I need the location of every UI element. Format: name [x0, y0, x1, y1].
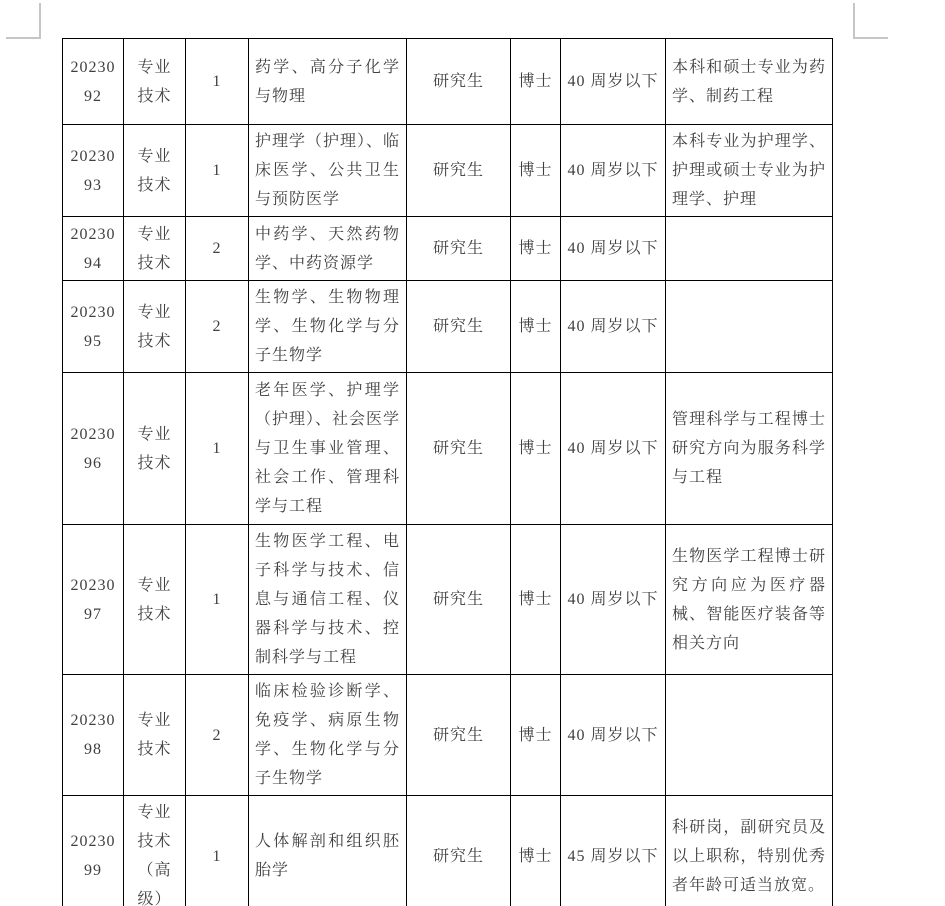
cell-education-level: 研究生	[407, 675, 511, 796]
cell-degree-required: 博士	[511, 675, 561, 796]
cell-headcount: 2	[186, 675, 249, 796]
cell-remark	[666, 217, 833, 281]
cell-majors-required: 护理学（护理）、临床医学、公共卫生与预防医学	[249, 125, 407, 217]
cell-position-type: 专业技术	[124, 125, 186, 217]
recruitment-table-body	[63, 39, 833, 906]
recruitment-positions-table	[62, 38, 833, 906]
cell-remark: 生物医学工程博士研究方向应为医疗器械、智能医疗装备等相关方向	[666, 525, 833, 675]
cell-degree-required: 博士	[511, 373, 561, 525]
cell-majors-required: 中药学、天然药物学、中药资源学	[249, 217, 407, 281]
cell-degree-required: 博士	[511, 525, 561, 675]
cell-position-code: 2023092	[63, 39, 124, 125]
cell-age-limit: 40 周岁以下	[561, 217, 666, 281]
cell-position-code: 2023097	[63, 525, 124, 675]
table-row	[63, 373, 833, 525]
cell-position-type: 专业技术	[124, 281, 186, 373]
cell-headcount: 2	[186, 217, 249, 281]
cell-remark: 管理科学与工程博士研究方向为服务科学与工程	[666, 373, 833, 525]
cell-position-code: 2023093	[63, 125, 124, 217]
cell-degree-required: 博士	[511, 796, 561, 906]
table-row	[63, 796, 833, 906]
cell-majors-required: 老年医学、护理学（护理）、社会医学与卫生事业管理、社会工作、管理科学与工程	[249, 373, 407, 525]
cell-age-limit: 40 周岁以下	[561, 281, 666, 373]
cell-degree-required: 博士	[511, 39, 561, 125]
cell-degree-required: 博士	[511, 281, 561, 373]
cell-majors-required: 人体解剖和组织胚胎学	[249, 796, 407, 906]
cell-majors-required: 生物学、生物物理学、生物化学与分子生物学	[249, 281, 407, 373]
table-row	[63, 675, 833, 796]
cell-position-code: 2023094	[63, 217, 124, 281]
cell-education-level: 研究生	[407, 373, 511, 525]
cell-education-level: 研究生	[407, 125, 511, 217]
cell-position-code: 2023098	[63, 675, 124, 796]
cell-education-level: 研究生	[407, 39, 511, 125]
cell-position-type: 专业技术	[124, 217, 186, 281]
cell-age-limit: 40 周岁以下	[561, 125, 666, 217]
page-margin-mark-top-right	[853, 3, 888, 39]
cell-position-code: 2023099	[63, 796, 124, 906]
cell-education-level: 研究生	[407, 796, 511, 906]
cell-position-type: 专业技术	[124, 525, 186, 675]
cell-degree-required: 博士	[511, 217, 561, 281]
cell-position-type: 专业技术	[124, 675, 186, 796]
table-row	[63, 217, 833, 281]
page-margin-mark-top-left	[6, 3, 41, 39]
cell-age-limit: 40 周岁以下	[561, 525, 666, 675]
cell-remark: 本科专业为护理学、护理或硕士专业为护理学、护理	[666, 125, 833, 217]
table-row	[63, 281, 833, 373]
cell-education-level: 研究生	[407, 281, 511, 373]
cell-degree-required: 博士	[511, 125, 561, 217]
cell-position-type: 专业技术	[124, 39, 186, 125]
table-row	[63, 39, 833, 125]
cell-headcount: 2	[186, 281, 249, 373]
cell-education-level: 研究生	[407, 525, 511, 675]
cell-remark	[666, 675, 833, 796]
cell-majors-required: 生物医学工程、电子科学与技术、信息与通信工程、仪器科学与技术、控制科学与工程	[249, 525, 407, 675]
cell-position-type: 专业技术	[124, 373, 186, 525]
cell-headcount: 1	[186, 796, 249, 906]
cell-position-code: 2023095	[63, 281, 124, 373]
cell-remark: 本科和硕士专业为药学、制药工程	[666, 39, 833, 125]
cell-age-limit: 40 周岁以下	[561, 39, 666, 125]
cell-age-limit: 40 周岁以下	[561, 675, 666, 796]
cell-headcount: 1	[186, 525, 249, 675]
cell-majors-required: 临床检验诊断学、免疫学、病原生物学、生物化学与分子生物学	[249, 675, 407, 796]
cell-position-code: 2023096	[63, 373, 124, 525]
cell-headcount: 1	[186, 125, 249, 217]
cell-age-limit: 45 周岁以下	[561, 796, 666, 906]
cell-age-limit: 40 周岁以下	[561, 373, 666, 525]
cell-position-type: 专业技术（高级）	[124, 796, 186, 906]
cell-education-level: 研究生	[407, 217, 511, 281]
table-row	[63, 525, 833, 675]
cell-remark: 科研岗，副研究员及以上职称，特别优秀者年龄可适当放宽。	[666, 796, 833, 906]
cell-remark	[666, 281, 833, 373]
table-row	[63, 125, 833, 217]
cell-headcount: 1	[186, 373, 249, 525]
cell-headcount: 1	[186, 39, 249, 125]
cell-majors-required: 药学、高分子化学与物理	[249, 39, 407, 125]
